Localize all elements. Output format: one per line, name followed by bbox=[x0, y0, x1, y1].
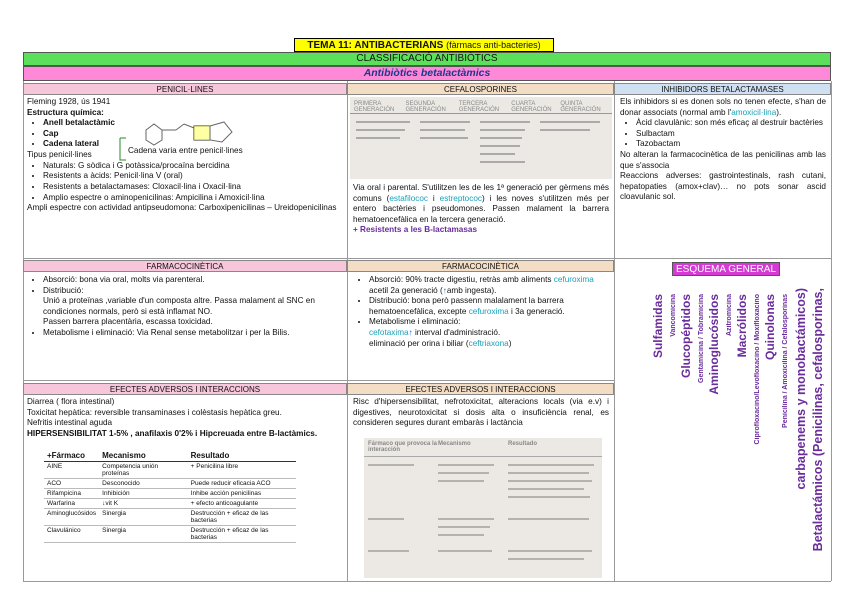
esquema-cipro: Ciprofloxacino/Levofloxacino / Moxifloxacino bbox=[754, 294, 761, 445]
esquema-azitromicina: Azitromicina bbox=[726, 294, 733, 337]
hypersensitivity-line: HIPERSENSIBILITAT 1-5% , anafilaxis 0'2% i Hipcreuada entre B-lactàmics. bbox=[27, 428, 318, 438]
title-main: TEMA 11: ANTIBACTERIANS bbox=[307, 40, 444, 51]
scan-lines-icon bbox=[350, 114, 612, 174]
cefotaxima-term: cefotaxima bbox=[369, 327, 409, 337]
list-item: • Amplio espectre o aminopenicilinas: Ampicilina i Amoxicil·lina bbox=[43, 193, 343, 204]
list-item: • Metabolisme i eliminació: bbox=[369, 317, 609, 328]
tipus-heading: Tipus penicil·lines bbox=[27, 150, 92, 160]
structure-heading: Estructura química: bbox=[27, 107, 104, 117]
inhibidors-list bbox=[620, 118, 826, 150]
table-cell: ↓vit K bbox=[99, 499, 188, 509]
table-cell: Warfarina bbox=[44, 499, 99, 509]
diarrea-line: Diarrea ( flora intestinal) bbox=[27, 397, 115, 406]
cef-text: i bbox=[428, 193, 440, 203]
esquema-sulfamidas: Sulfamidas bbox=[651, 294, 665, 359]
list-item: • Tazobactam bbox=[636, 139, 826, 150]
inh-pk-note: No alteran la farmacocinètica de las penicilinas amb las que s'associa bbox=[620, 149, 826, 170]
grid-line bbox=[23, 581, 831, 582]
elim-text: eliminació per orina i biliar ( bbox=[369, 338, 469, 348]
table-row bbox=[44, 462, 296, 479]
header-esquema: ESQUEMA GENERAL bbox=[672, 262, 780, 276]
tipus-list bbox=[27, 161, 343, 203]
header-efectes2: EFECTES ADVERSOS I INTERACCIONS bbox=[347, 383, 614, 395]
grid-line bbox=[614, 81, 615, 581]
esquema-betalactam: Betalactámicos (Penicilinas, cefalosporinas, bbox=[811, 288, 825, 552]
table-header: +Fármaco bbox=[44, 450, 99, 462]
scan-header: SEGUNDA GENERACIÓN bbox=[405, 101, 446, 113]
list-item: • Resistents a àcids: Penicil·lina V (oral) bbox=[43, 171, 343, 182]
table-cell: Inhibición bbox=[99, 489, 188, 499]
table-cell: Aminoglucósidos bbox=[44, 509, 99, 526]
cefuroxima-term: cefuroxima bbox=[553, 275, 594, 284]
resistance-note: + Resistents a les B-lactamasas bbox=[353, 225, 478, 235]
table-row bbox=[44, 489, 296, 499]
bracket-icon bbox=[118, 136, 128, 162]
list-item: • Anell betalactàmic bbox=[43, 118, 138, 129]
list-item: • Naturals: G sòdica i G potàssica/procaïna bercidina bbox=[43, 161, 343, 172]
header-cefalosporines: CEFALOSPORINES bbox=[347, 83, 614, 95]
antipseudomona-line: Ampli espectre con actividad antipseudomona: Carboxipenicilinas – Ureidopenicilinas bbox=[27, 203, 337, 213]
header-inhibidors: INHIBIDORS BETALACTAMASES bbox=[614, 83, 831, 95]
abs-text: acetil 2a generació ( bbox=[369, 285, 443, 295]
scan-header: Mecanismo bbox=[438, 441, 471, 447]
inh-text: ). bbox=[776, 107, 782, 117]
page-title bbox=[294, 38, 554, 52]
grid-line bbox=[23, 380, 614, 381]
scan-header: CUARTA GENERACIÓN bbox=[511, 101, 552, 113]
table-cell: Rifampicina bbox=[44, 489, 99, 499]
interaction-table bbox=[44, 450, 296, 543]
table-cell: Competencia unión proteínas bbox=[99, 462, 188, 479]
efectes1-cell bbox=[24, 396, 346, 448]
betalactam-band: Antibiòtics betalactàmics bbox=[23, 66, 831, 81]
table-cell: Inhibe acción penicilinas bbox=[188, 489, 296, 499]
table-cell: Sinergia bbox=[99, 509, 188, 526]
scan-header: QUINTA GENERACIÓN bbox=[560, 101, 601, 113]
amoxicillin-term: amoxicil·lina bbox=[731, 107, 777, 117]
elim-text: interval d'administració. bbox=[412, 327, 501, 337]
grid-line bbox=[347, 81, 348, 581]
distribution-text: Unió a proteïnas ,variable d'un composta altre. Passa malament al SNC en condiciones normals, però si està inflamat NO. bbox=[43, 296, 315, 316]
list-item: • Distribució: bbox=[43, 286, 343, 297]
interaction-scan-image bbox=[364, 438, 602, 578]
farmaco2-list bbox=[353, 275, 609, 328]
classification-band: CLASSIFICACIÓ ANTIBIÒTICS bbox=[23, 52, 831, 66]
scan-lines-icon bbox=[364, 457, 602, 572]
farmaco1-list bbox=[27, 328, 343, 339]
efectes2-cell bbox=[350, 396, 612, 436]
abs-text: amb ingesta). bbox=[446, 285, 497, 295]
arrow-up-icon: ↑ bbox=[442, 285, 447, 295]
esquema-carbapenems: carbapenems y monobactámicos) bbox=[794, 288, 808, 490]
placenta-text: Passen barrera placentària, escassa toxicidad. bbox=[43, 317, 213, 327]
esquema-macrolidos: Macrólidos bbox=[735, 294, 749, 358]
list-item: • Cadena lateral bbox=[43, 139, 138, 150]
list-item: • Cap bbox=[43, 129, 138, 140]
scan-header: TERCERA GENERACIÓN bbox=[458, 101, 500, 113]
table-row bbox=[44, 479, 296, 489]
table-cell: Destrucción + eficaz de las bacterias bbox=[188, 526, 296, 543]
table-row bbox=[44, 509, 296, 526]
farmaco1-list bbox=[27, 275, 343, 296]
title-sub: (fàrmacs anti-bacteries) bbox=[446, 40, 541, 50]
header-farmaco1: FARMACOCINÈTICA bbox=[23, 260, 347, 272]
list-item: • Sulbactam bbox=[636, 129, 826, 140]
abs-text: Absorció: 90% tracte digestiu, retràs amb aliments bbox=[369, 275, 554, 284]
scan-header: Resultado bbox=[508, 441, 538, 447]
cefalosporines-scan-image bbox=[350, 97, 612, 179]
inhibidors-cell bbox=[617, 96, 829, 256]
elim-text: ) bbox=[508, 338, 512, 348]
estreptococ-term: estreptococ bbox=[439, 193, 482, 203]
header-farmaco2: FARMACOCINÈTICA bbox=[347, 260, 614, 272]
cefalosporines-cell bbox=[350, 182, 612, 254]
table-cell: ACO bbox=[44, 479, 99, 489]
table-header: Resultado bbox=[188, 450, 296, 462]
table-cell: + Penicilina libre bbox=[188, 462, 296, 479]
interaction-table-image bbox=[44, 450, 296, 576]
scan-header: PRIMERA GENERACIÓN bbox=[354, 101, 395, 113]
farmaco2-cell bbox=[350, 274, 612, 374]
cef-text: Via oral i parental. S'utilitzen les de les 1ª generació per gèrmens més comuns ( bbox=[353, 183, 609, 203]
esquema-aminoglucosidos: Aminoglucósidos bbox=[707, 294, 721, 395]
list-item: • Àcid clavulànic: son més eficaç al destruir bactèries bbox=[636, 118, 826, 129]
grid-line bbox=[831, 81, 832, 581]
header-efectes1: EFECTES ADVERSOS I INTERACCIONS bbox=[23, 383, 347, 395]
estafilococ-term: estafilococ bbox=[389, 193, 428, 203]
table-cell: Puede reducir eficacia ACO bbox=[188, 479, 296, 489]
history-line: Fleming 1928, ús 1941 bbox=[27, 97, 111, 106]
table-cell: Sinergia bbox=[99, 526, 188, 543]
cef-text: ) i les noves s'utilitzen més per entero bactèries i pseudomones. Passen malament la barrera hematoencefàlica en la tercera generació. bbox=[353, 193, 609, 224]
efectes2-text: Risc d'hipersensibilitat, nefrotoxicitat, alteracions locals (via e.v) i digestives, neurotoxicitat si dosis alta o insuficiència renal, es consideren segures durant embaràs i lactància bbox=[353, 397, 609, 428]
scan-header: Fármaco que provoca la interacción bbox=[368, 441, 438, 453]
dist-text: i 3a generació. bbox=[508, 306, 565, 316]
inh-adverse-note: Reaccions adverses: gastrointestinals, rash cutani, hepatopaties (amox+clav)… no pots sonar ascid cloavulanic sol. bbox=[620, 171, 826, 202]
grid-line bbox=[23, 258, 831, 259]
table-cell: Destrucción + eficaz de las bacterias bbox=[188, 509, 296, 526]
hepatic-line: Toxicitat hepàtica: reversible transaminases i colèstasis hepàtica greu. bbox=[27, 407, 282, 417]
table-cell: AINE bbox=[44, 462, 99, 479]
inh-text: Els inhibidors si es donen sols no tenen efecte, s'han de donar associats (normal amb l' bbox=[620, 97, 826, 117]
esquema-gentamicina: Gentamicina / Tobramicina bbox=[698, 294, 705, 383]
table-cell: Clavulánico bbox=[44, 526, 99, 543]
list-item: • Resistents a betalactamases: Cloxacil·lina i Oxacil·lina bbox=[43, 182, 343, 193]
nefritis-line: Nefritis intestinal aguda bbox=[27, 418, 113, 428]
farmaco1-cell bbox=[24, 274, 346, 374]
cefuroxima-term: cefuroxima bbox=[468, 306, 509, 316]
table-row bbox=[44, 526, 296, 543]
table-cell: + efecto anticoagulante bbox=[188, 499, 296, 509]
esquema-penicilina: Penicilina / Amoxicilina / Cefalosporinas bbox=[782, 294, 789, 428]
table-row bbox=[44, 499, 296, 509]
list-item: • Metabolisme i eliminació: Via Renal sense metabolitzar i per la Bilis. bbox=[43, 328, 343, 339]
header-penicilines: PENICIL·LINES bbox=[23, 83, 347, 95]
table-header: Mecanismo bbox=[99, 450, 188, 462]
table-cell: Desconocido bbox=[99, 479, 188, 489]
ceftriaxona-term: ceftriaxona bbox=[468, 338, 509, 348]
dist-text: Distribució: bona però passenn malalament la barrera hematoencefàlica, excepte bbox=[369, 296, 564, 316]
esquema-cell bbox=[617, 280, 829, 552]
esquema-vancomicina: Vancomicina bbox=[670, 294, 677, 337]
esquema-quinolonas: Quinolonas bbox=[763, 294, 777, 360]
list-item: • Absorció: bona via oral, molts via parenteral. bbox=[43, 275, 343, 286]
esquema-glucopeptidos: Glucopéptidos bbox=[679, 294, 693, 378]
penicilines-cell bbox=[24, 96, 346, 256]
cadena-note: Cadena varia entre penicil·lines bbox=[128, 146, 243, 155]
arrow-up-icon: ↑ bbox=[408, 327, 413, 337]
